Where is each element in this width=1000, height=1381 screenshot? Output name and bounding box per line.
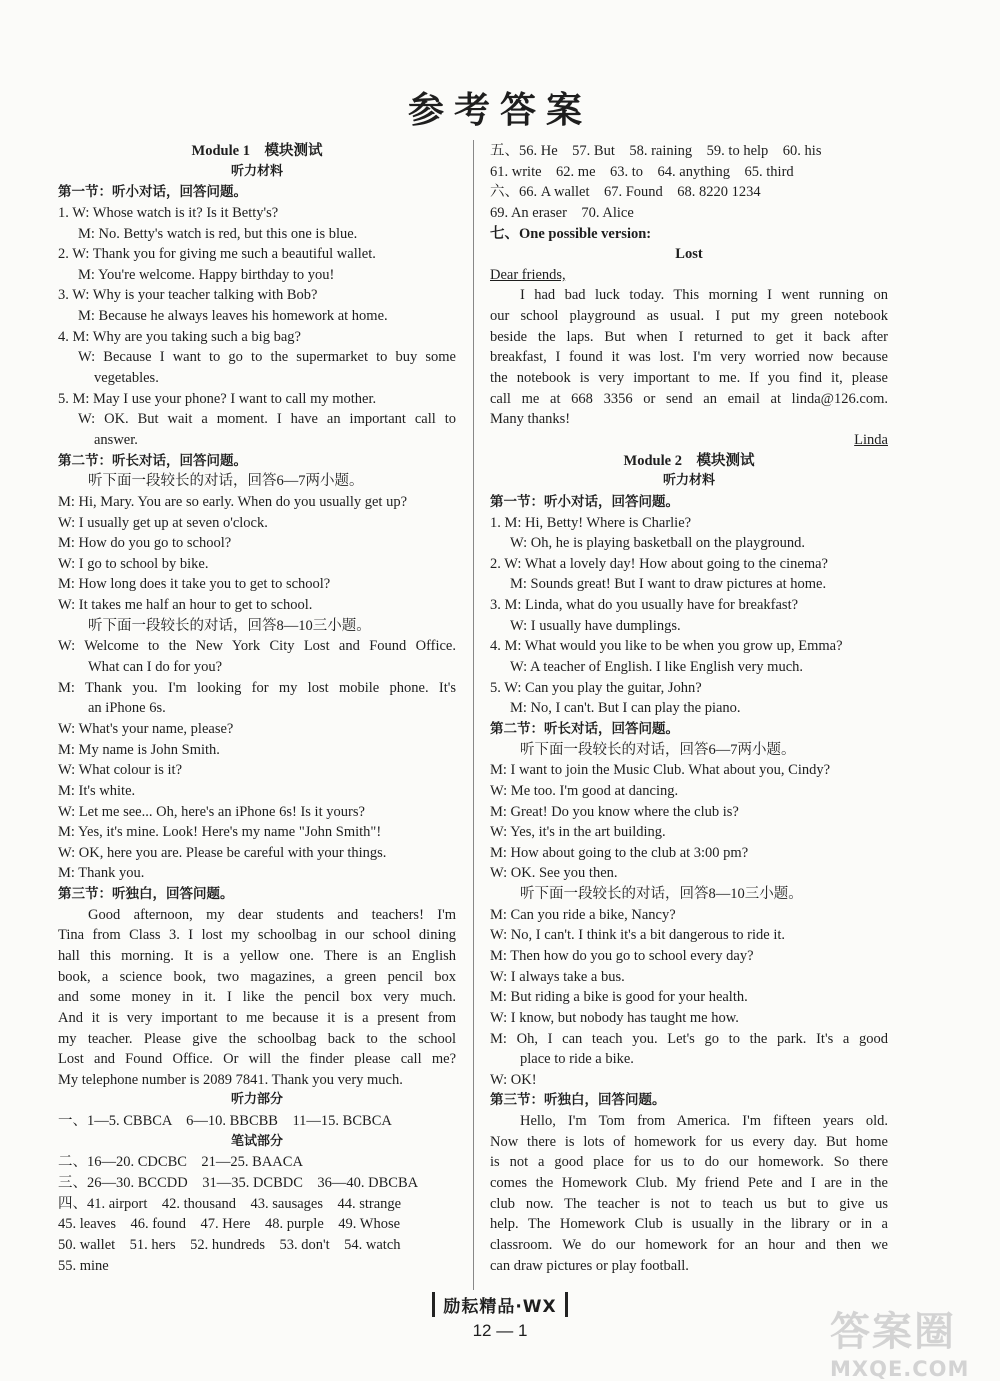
text-line: M: But riding a bike is good for your health. bbox=[490, 989, 748, 1006]
text-line: call me at 668 3356 or send an email at linda@126.com. bbox=[490, 390, 888, 407]
text-line: M: How do you go to school? bbox=[58, 535, 232, 552]
text-line: 第二节：听长对话，回答问题。 bbox=[490, 720, 679, 737]
text-line: 5. W: Can you play the guitar, John? bbox=[490, 679, 702, 696]
text-line: is not a good place for us to do our homework. So there bbox=[490, 1154, 888, 1171]
text-line: M: Sounds great! But I want to draw pictures at home. bbox=[510, 576, 827, 593]
text-line: 四、41. airport 42. thousand 43. sausages 44. strange bbox=[58, 1195, 402, 1212]
text-line: help. The Homework Club is usually in the library or in a bbox=[490, 1216, 888, 1233]
text-line: W: OK, here you are. Please be careful with your things. bbox=[58, 844, 387, 861]
text-line: 听力材料 bbox=[662, 473, 715, 489]
text-line: 1. W: Whose watch is it? Is it Betty's? bbox=[58, 204, 279, 221]
text-line: 第一节：听小对话，回答问题。 bbox=[490, 493, 679, 510]
text-line: 45. leaves 46. found 47. Here 48. purple 49. Whose bbox=[58, 1216, 401, 1233]
text-line: 4. M: Why are you taking such a big bag? bbox=[58, 328, 301, 345]
text-line: Now there is lots of homework for us every day. But home bbox=[490, 1133, 888, 1150]
text-line: M: Then how do you go to school every day? bbox=[490, 947, 754, 964]
text-line: W: I go to school by bike. bbox=[58, 555, 209, 572]
text-line: W: Welcome to the New York City Lost and Found Office. bbox=[58, 638, 456, 655]
text-line: 61. write 62. me 63. to 64. anything 65. third bbox=[490, 163, 794, 180]
text-line: M: How long does it take you to get to school? bbox=[58, 576, 331, 593]
text-line: 五、56. He 57. But 58. raining 59. to help 60. his bbox=[490, 143, 822, 159]
text-line: 三、26—30. BCCDD 31—35. DCBDC 36—40. DBCBA bbox=[58, 1175, 419, 1192]
text-line: W: Yes, it's in the art building. bbox=[490, 824, 666, 841]
text-line: classroom. We do our homework for an hour and then we bbox=[490, 1236, 888, 1253]
text-line: M: I want to join the Music Club. What about you, Cindy? bbox=[490, 762, 831, 779]
text-line: 2. W: Thank you for giving me such a beautiful wallet. bbox=[58, 246, 376, 263]
text-line: 听下面一段较长的对话，回答6—7两小题。 bbox=[88, 473, 364, 490]
text-line: M: Because he always leaves his homework at home. bbox=[78, 308, 388, 325]
text-line: I had bad luck today. This morning I went running on bbox=[520, 287, 888, 304]
text-line: M: It's white. bbox=[58, 782, 136, 799]
text-line: And it is very important to me because it is a present from bbox=[58, 1009, 456, 1026]
text-line: 听下面一段较长的对话，回答8—10三小题。 bbox=[88, 617, 371, 634]
text-line: M: No. Betty's watch is red, but this one is blue. bbox=[78, 225, 358, 242]
text-line: 第三节：听独白，回答问题。 bbox=[490, 1092, 666, 1109]
text-line: 69. An eraser 70. Alice bbox=[490, 204, 634, 221]
text-line: 听力部分 bbox=[230, 1092, 283, 1108]
text-line: 4. M: What would you like to be when you grow up, Emma? bbox=[490, 638, 843, 655]
text-line: club now. The teacher is not to teach us but to give us bbox=[490, 1195, 888, 1212]
text-line: W: Me too. I'm good at dancing. bbox=[490, 782, 679, 799]
text-line: My telephone number is 2089 7841. Thank you very much. bbox=[58, 1071, 403, 1088]
text-line: W: No, I can't. I think it's a bit dangerous to ride it. bbox=[490, 927, 786, 944]
text-line: Module 2 模块测试 bbox=[623, 452, 755, 469]
text-line: book, a science book, two magazines, a green pencil box bbox=[58, 968, 456, 985]
text-line: 笔试部分 bbox=[230, 1133, 283, 1149]
text-line: 听下面一段较长的对话，回答8—10三小题。 bbox=[520, 886, 803, 903]
text-line: M: You're welcome. Happy birthday to you! bbox=[78, 266, 335, 283]
text-line: 3. W: Why is your teacher talking with Bob? bbox=[58, 287, 318, 304]
text-line: 1. M: Hi, Betty! Where is Charlie? bbox=[490, 514, 692, 531]
text-line: M: Hi, Mary. You are so early. When do you usually get up? bbox=[58, 493, 408, 510]
text-line: 5. M: May I use your phone? I want to call my mother. bbox=[58, 390, 377, 407]
text-line: 二、16—20. CDCBC 21—25. BAACA bbox=[58, 1154, 303, 1171]
text-line: Dear friends, bbox=[490, 266, 566, 283]
page-number: 12 — 1 bbox=[472, 1321, 528, 1340]
text-line: M: No, I can't. But I can play the piano. bbox=[510, 700, 741, 717]
text-line: Many thanks! bbox=[490, 411, 571, 428]
brand-label: 励耘精品·WX bbox=[432, 1292, 567, 1317]
watermark-logo bbox=[830, 1300, 969, 1381]
text-line: W: I always take a bus. bbox=[490, 968, 625, 985]
text-line: M: Thank you. bbox=[58, 865, 145, 882]
text-line: W: I usually have dumplings. bbox=[510, 617, 681, 634]
text-line: Lost and Found Office. Or will the finder please call me? bbox=[58, 1051, 456, 1068]
text-line: What can I do for you? bbox=[88, 659, 223, 676]
text-line: M: Great! Do you know where the club is? bbox=[490, 803, 739, 820]
text-line: W: I know, but nobody has taught me how. bbox=[490, 1009, 739, 1026]
text-line: Linda bbox=[854, 431, 888, 448]
watermark-line1: 答案圈 bbox=[830, 1309, 956, 1355]
text-line: 3. M: Linda, what do you usually have for breakfast? bbox=[490, 597, 799, 614]
text-line: 2. W: What a lovely day! How about going to the cinema? bbox=[490, 555, 828, 572]
text-line: 一、1—5. CBBCA 6—10. BBCBB 11—15. BCBCA bbox=[58, 1113, 392, 1130]
text-line: Tina from Class 3. I lost my schoolbag in our school dining bbox=[58, 927, 456, 944]
text-line: W: Let me see... Oh, here's an iPhone 6s! Is it yours? bbox=[58, 803, 365, 820]
text-line: breakfast, I found it was lost. I'm very worried now because bbox=[490, 349, 888, 366]
text-line: place to ride a bike. bbox=[520, 1051, 634, 1068]
text-line: W: It takes me half an hour to get to school. bbox=[58, 597, 313, 614]
watermark-line2: MXQE.COM bbox=[830, 1357, 970, 1381]
text-line: can draw pictures or play football. bbox=[490, 1257, 689, 1274]
text-line: 听力材料 bbox=[230, 163, 283, 179]
text-line: W: OK! bbox=[490, 1071, 537, 1088]
text-line: W: A teacher of English. I like English very much. bbox=[510, 659, 804, 676]
text-line: M: Oh, I can teach you. Let's go to the park. It's a good bbox=[490, 1030, 888, 1047]
text-line: Lost bbox=[675, 246, 703, 263]
text-line: 第二节：听长对话，回答问题。 bbox=[58, 452, 247, 469]
right-column bbox=[490, 141, 888, 1276]
text-line: and some money in it. I like the pencil box very much. bbox=[58, 989, 456, 1006]
text-line: W: Oh, he is playing basketball on the playground. bbox=[510, 535, 806, 552]
text-line: W: OK. But wait a moment. I have an important call to bbox=[78, 411, 456, 428]
text-line: 六、66. A wallet 67. Found 68. 8220 1234 bbox=[490, 184, 761, 201]
text-line: W: What colour is it? bbox=[58, 762, 183, 779]
text-line: W: I usually get up at seven o'clock. bbox=[58, 514, 268, 531]
text-line: vegetables. bbox=[94, 370, 159, 387]
text-line: M: Can you ride a bike, Nancy? bbox=[490, 906, 676, 923]
text-line: our school playground as usual. I put my green notebook bbox=[490, 308, 888, 325]
text-line: an iPhone 6s. bbox=[88, 700, 166, 717]
text-line: M: My name is John Smith. bbox=[58, 741, 220, 758]
text-line: M: Thank you. I'm looking for my lost mobile phone. It's bbox=[58, 679, 456, 696]
text-line: M: Yes, it's mine. Look! Here's my name "John Smith"! bbox=[58, 824, 382, 841]
text-line: 七、One possible version: bbox=[490, 225, 652, 242]
text-line: the notebook is very important to me. If you find it, please bbox=[490, 370, 888, 387]
text-line: answer. bbox=[94, 431, 138, 448]
text-line: 55. mine bbox=[58, 1257, 109, 1274]
page-title: 参考答案 bbox=[407, 89, 592, 131]
text-line: W: Because I want to go to the supermarket to buy some bbox=[78, 349, 456, 366]
text-line: hall this morning. It is a yellow one. There is an English bbox=[58, 947, 456, 964]
text-line: Module 1 模块测试 bbox=[191, 143, 323, 159]
text-line: 听下面一段较长的对话，回答6—7两小题。 bbox=[520, 741, 796, 758]
text-line: beside the laps. But when I returned to get it back after bbox=[490, 328, 888, 345]
text-line: 第三节：听独白，回答问题。 bbox=[58, 886, 234, 903]
text-line: 第一节：听小对话，回答问题。 bbox=[58, 184, 247, 201]
left-column bbox=[58, 141, 456, 1276]
text-line: Hello, I'm Tom from America. I'm fifteen years old. bbox=[520, 1113, 888, 1130]
text-line: W: What's your name, please? bbox=[58, 720, 234, 737]
text-line: comes the Homework Club. My friend Pete and I are in the bbox=[490, 1175, 888, 1192]
text-line: W: OK. See you then. bbox=[490, 865, 618, 882]
text-line: my teacher. Please give the schoolbag back to the school bbox=[58, 1030, 456, 1047]
text-line: 50. wallet 51. hers 52. hundreds 53. don't 54. watch bbox=[58, 1236, 401, 1253]
text-line: Good afternoon, my dear students and teachers! I'm bbox=[88, 906, 456, 923]
column-divider bbox=[473, 140, 474, 1290]
text-line: M: How about going to the club at 3:00 pm? bbox=[490, 844, 749, 861]
